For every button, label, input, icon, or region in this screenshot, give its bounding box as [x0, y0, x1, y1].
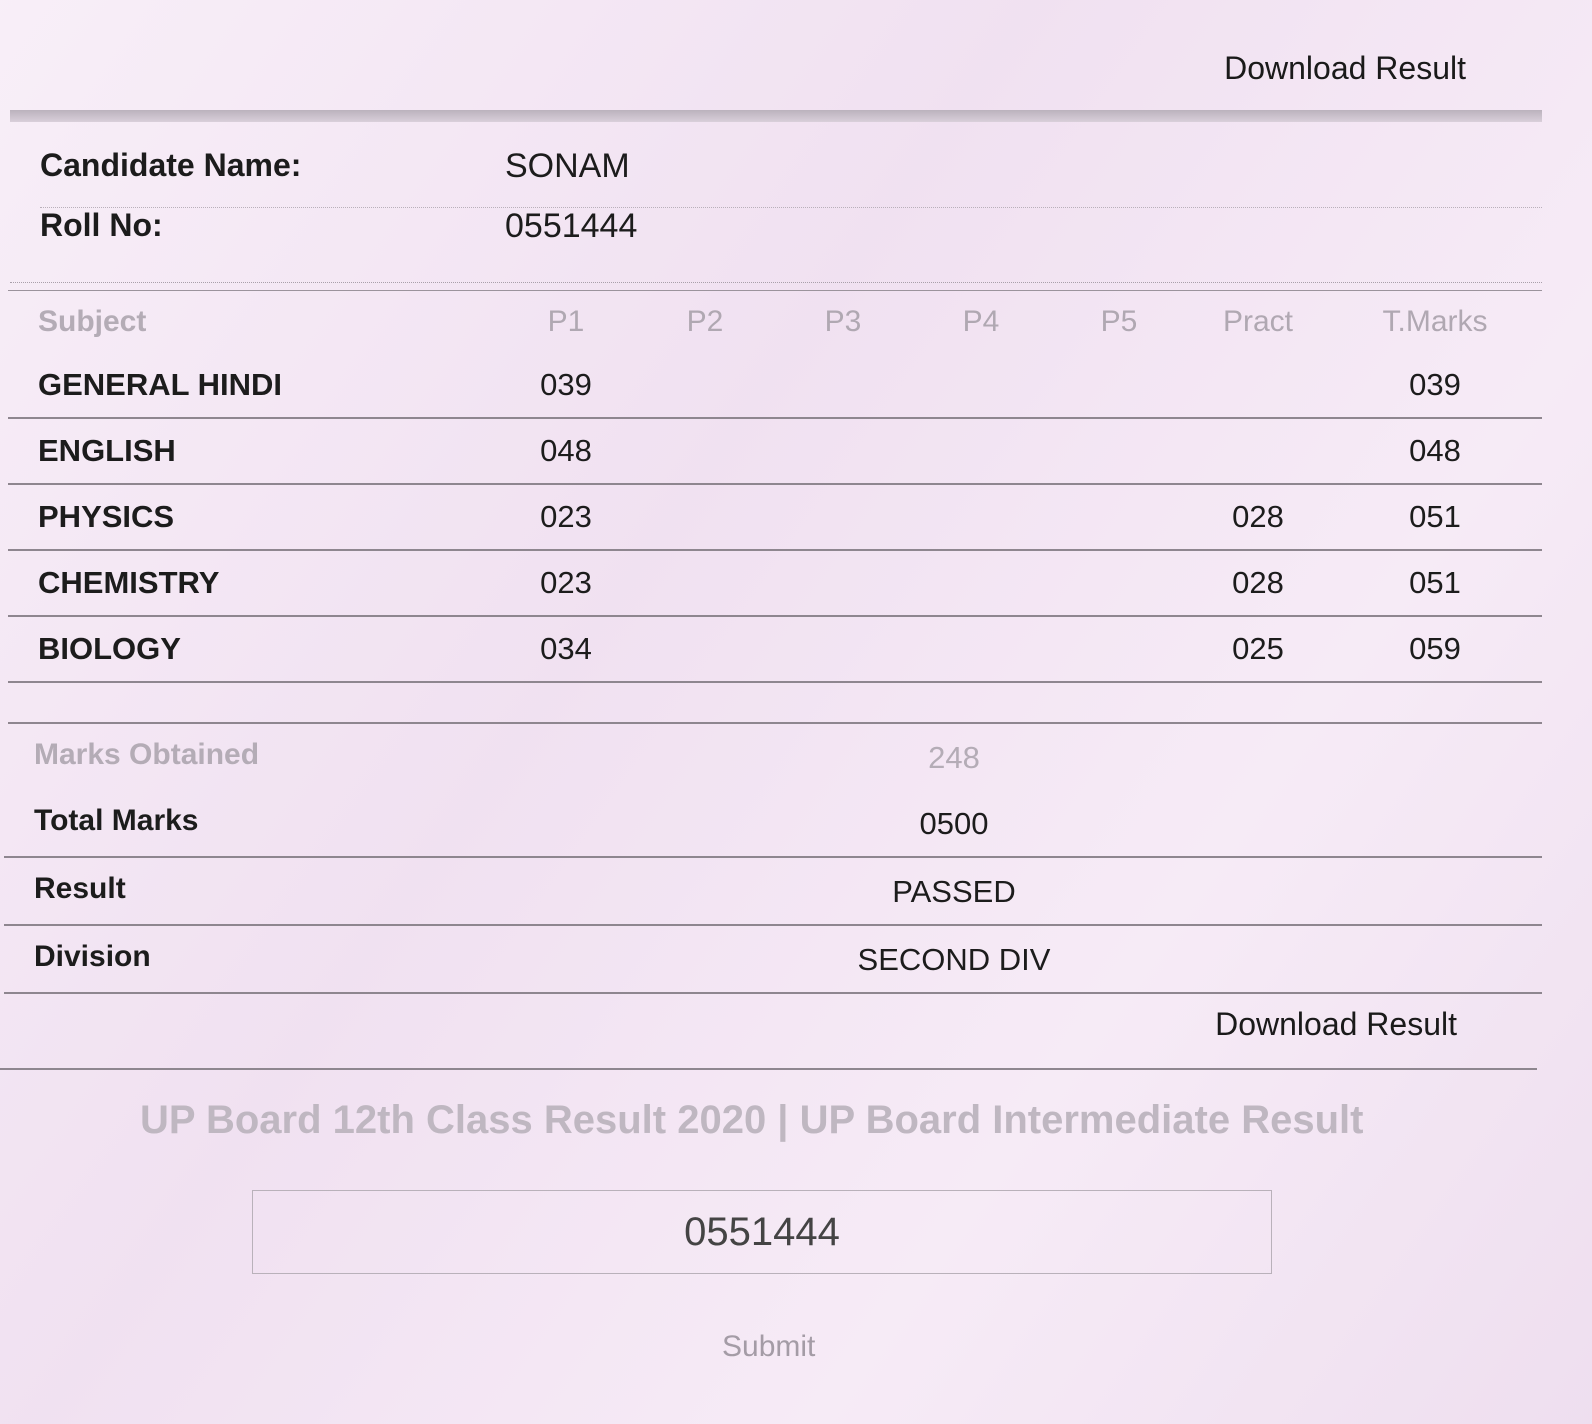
table-cell — [636, 484, 774, 550]
submit-button[interactable]: Submit — [722, 1330, 816, 1363]
table-row — [8, 418, 1542, 484]
column-header: P4 — [912, 291, 1050, 354]
divider — [0, 1068, 1537, 1070]
candidate-name-row — [40, 147, 1542, 208]
page-heading: UP Board 12th Class Result 2020 | UP Board Intermediate Result — [140, 1098, 1364, 1142]
table-cell — [636, 616, 774, 682]
result-value: PASSED — [892, 874, 1016, 909]
column-header: P1 — [496, 291, 636, 354]
table-row — [8, 484, 1542, 550]
roll-number-input[interactable] — [252, 1190, 1272, 1274]
table-cell — [912, 418, 1050, 484]
table-row — [8, 353, 1542, 418]
table-cell: 059 — [1328, 616, 1542, 682]
table-cell — [1050, 353, 1188, 418]
marks-obtained-value: 248 — [928, 740, 980, 775]
table-cell: 023 — [496, 484, 636, 550]
roll-no-row — [40, 207, 1542, 267]
table-cell: 039 — [496, 353, 636, 418]
column-header: Pract — [1188, 291, 1328, 354]
subject-cell: PHYSICS — [8, 484, 496, 550]
subject-cell: GENERAL HINDI — [8, 353, 496, 418]
marks-header-row — [8, 291, 1542, 354]
table-cell — [774, 484, 912, 550]
candidate-name-value: SONAM — [505, 147, 630, 185]
table-row — [8, 616, 1542, 682]
table-cell — [774, 353, 912, 418]
table-cell: 028 — [1188, 484, 1328, 550]
marks-obtained-row — [4, 724, 1542, 790]
marks-obtained-label: Marks Obtained — [34, 738, 260, 771]
subject-cell: CHEMISTRY — [8, 550, 496, 616]
table-cell — [636, 550, 774, 616]
table-cell: 028 — [1188, 550, 1328, 616]
table-cell — [912, 353, 1050, 418]
download-result-link-bottom[interactable]: Download Result — [1215, 1006, 1457, 1042]
subject-cell: BIOLOGY — [8, 616, 496, 682]
candidate-name-label: Candidate Name: — [40, 147, 302, 183]
candidate-info — [10, 132, 1542, 283]
table-cell — [636, 418, 774, 484]
table-cell — [912, 484, 1050, 550]
table-cell — [1188, 418, 1328, 484]
header-band — [10, 110, 1542, 122]
division-value: SECOND DIV — [857, 942, 1051, 977]
table-cell — [1188, 353, 1328, 418]
subject-cell: ENGLISH — [8, 418, 496, 484]
table-cell — [774, 418, 912, 484]
table-cell: 048 — [496, 418, 636, 484]
table-cell — [774, 616, 912, 682]
column-header: Subject — [8, 291, 496, 354]
total-marks-row — [4, 790, 1542, 858]
total-marks-value: 0500 — [919, 806, 989, 841]
column-header: T.Marks — [1328, 291, 1542, 354]
table-cell — [1050, 418, 1188, 484]
table-row — [8, 550, 1542, 616]
table-cell: 039 — [1328, 353, 1542, 418]
roll-no-label: Roll No: — [40, 207, 163, 243]
table-cell: 025 — [1188, 616, 1328, 682]
roll-no-value: 0551444 — [505, 207, 638, 245]
division-row — [4, 926, 1542, 994]
result-row — [4, 858, 1542, 926]
table-cell: 023 — [496, 550, 636, 616]
table-cell: 051 — [1328, 484, 1542, 550]
table-cell — [912, 616, 1050, 682]
table-cell: 051 — [1328, 550, 1542, 616]
total-marks-label: Total Marks — [34, 804, 199, 837]
table-cell — [774, 550, 912, 616]
column-header: P5 — [1050, 291, 1188, 354]
column-header: P3 — [774, 291, 912, 354]
download-result-link-top[interactable]: Download Result — [1224, 50, 1466, 86]
table-cell — [1050, 484, 1188, 550]
division-label: Division — [34, 940, 151, 973]
table-cell: 034 — [496, 616, 636, 682]
table-cell: 048 — [1328, 418, 1542, 484]
table-cell — [912, 550, 1050, 616]
column-header: P2 — [636, 291, 774, 354]
result-label: Result — [34, 872, 126, 905]
table-cell — [636, 353, 774, 418]
marks-table — [8, 290, 1542, 683]
result-summary — [4, 724, 1542, 994]
table-cell — [1050, 550, 1188, 616]
table-cell — [1050, 616, 1188, 682]
